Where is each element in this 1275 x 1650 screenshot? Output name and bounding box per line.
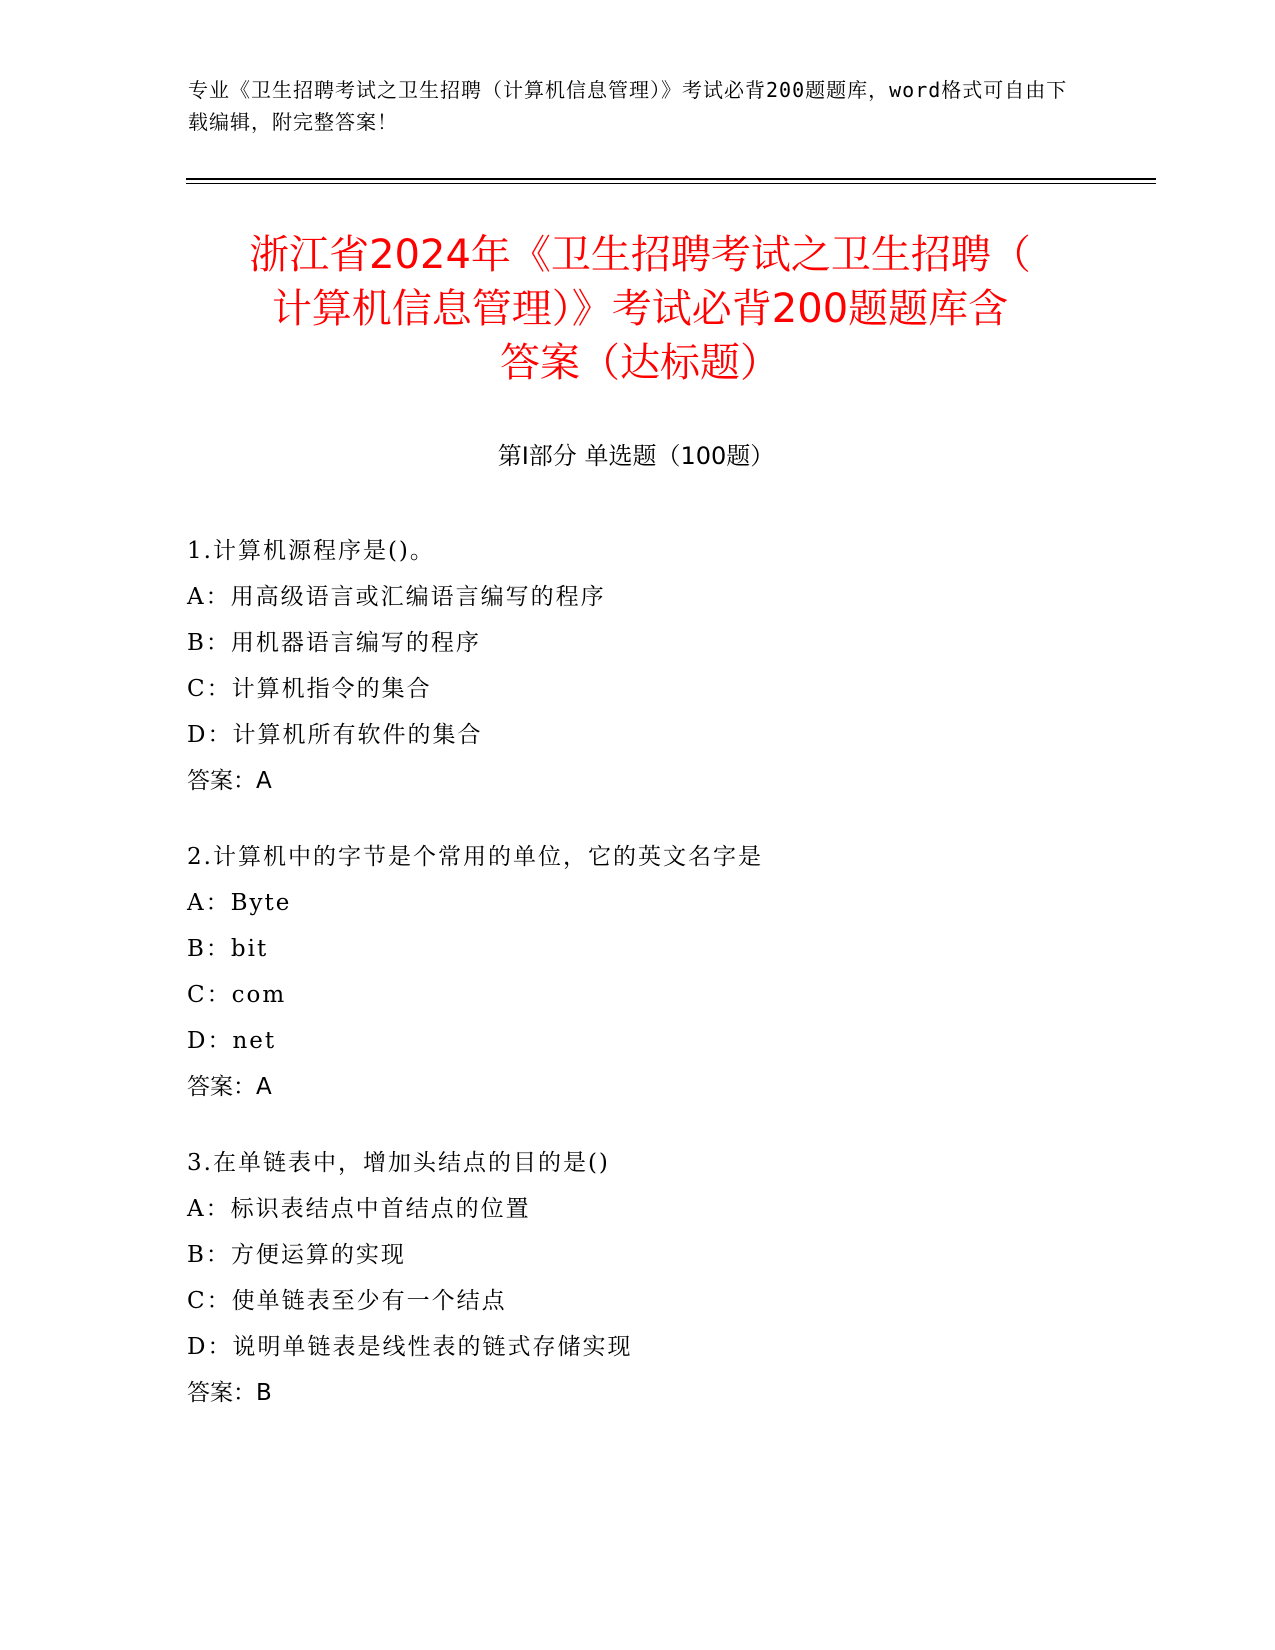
title-line: 计算机信息管理）》考试必背200题题库含 bbox=[271, 286, 1009, 332]
answer: 答案：B bbox=[187, 1380, 272, 1406]
option-c: C：使单链表至少有一个结点 bbox=[187, 1288, 507, 1314]
header-note: 专业《卫生招聘考试之卫生招聘（计算机信息管理）》考试必背200题题库，word格式可自由下载编辑，附完整答案！ bbox=[188, 78, 1068, 134]
option-c: C：com bbox=[187, 982, 287, 1008]
option-a: A：标识表结点中首结点的位置 bbox=[187, 1196, 531, 1222]
option-b: B：用机器语言编写的程序 bbox=[187, 630, 481, 656]
header-rule-thick bbox=[186, 178, 1156, 180]
section-title: 第I部分 单选题（100题） bbox=[497, 442, 775, 470]
option-a: A：Byte bbox=[187, 890, 292, 916]
document-title bbox=[180, 228, 1100, 390]
header-rule-thin bbox=[186, 183, 1156, 184]
answer: 答案：A bbox=[187, 1074, 272, 1100]
option-a: A：用高级语言或汇编语言编写的程序 bbox=[187, 584, 606, 610]
question bbox=[187, 834, 1147, 1110]
question-stem: 3.在单链表中，增加头结点的目的是() bbox=[187, 1150, 610, 1176]
option-c: C：计算机指令的集合 bbox=[187, 676, 432, 702]
answer: 答案：A bbox=[187, 768, 272, 794]
option-d: D：说明单链表是线性表的链式存储实现 bbox=[187, 1334, 633, 1360]
option-b: B：bit bbox=[187, 936, 269, 962]
question-stem: 2.计算机中的字节是个常用的单位，它的英文名字是 bbox=[187, 844, 763, 870]
option-b: B：方便运算的实现 bbox=[187, 1242, 406, 1268]
option-d: D：计算机所有软件的集合 bbox=[187, 722, 483, 748]
option-d: D：net bbox=[187, 1028, 277, 1054]
question-list bbox=[187, 528, 1147, 1446]
title-line: 浙江省2024年《卫生招聘考试之卫生招聘（ bbox=[249, 232, 1031, 278]
title-line: 答案（达标题） bbox=[500, 340, 780, 386]
question bbox=[187, 528, 1147, 804]
question bbox=[187, 1140, 1147, 1416]
question-stem: 1.计算机源程序是()。 bbox=[187, 538, 435, 564]
